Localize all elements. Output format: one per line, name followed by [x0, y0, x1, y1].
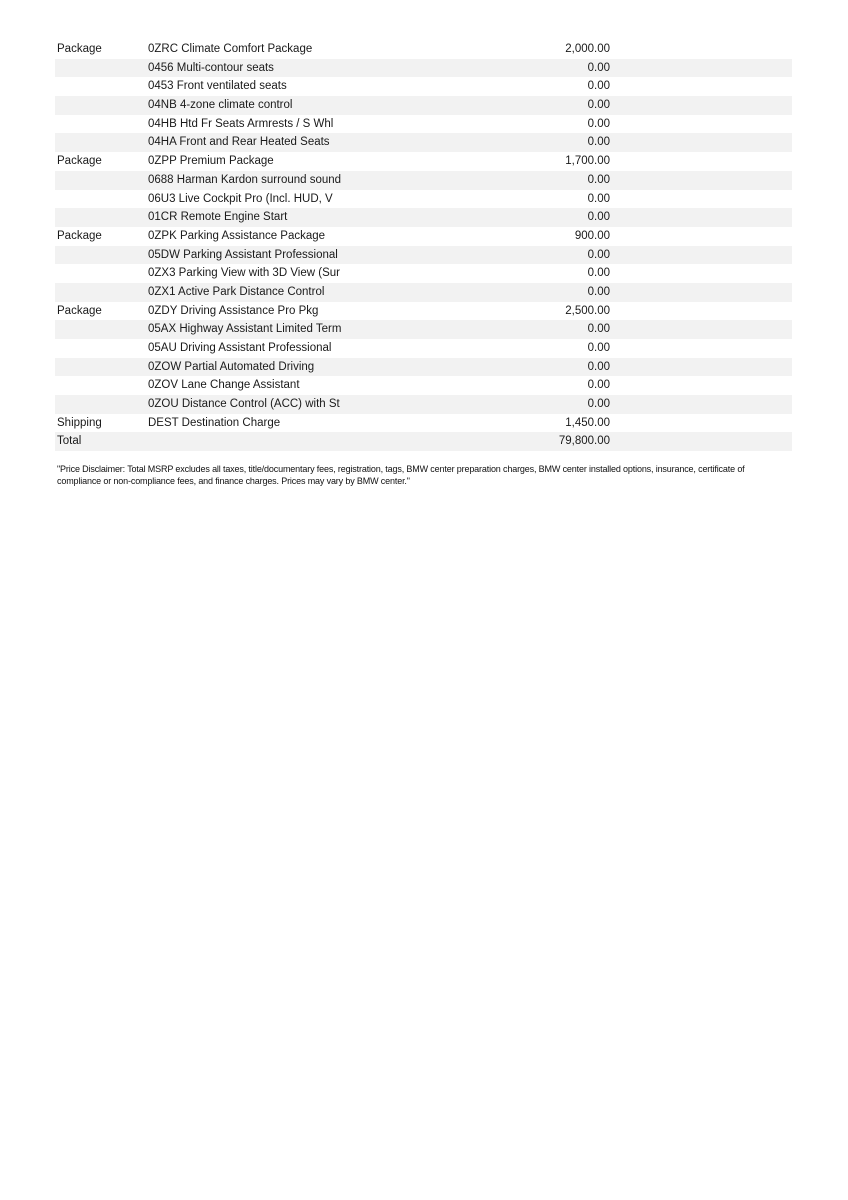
row-category: Total	[57, 435, 82, 448]
row-description: 01CR Remote Engine Start	[148, 211, 288, 224]
row-category: Shipping	[57, 416, 102, 429]
table-row	[55, 339, 792, 358]
table-row	[55, 171, 792, 190]
row-price: 79,800.00	[558, 435, 610, 448]
table-row	[55, 59, 792, 78]
price-disclaimer-text: "Price Disclaimer: Total MSRP excludes all taxes, title/documentary fees, registration, tags, BMW center preparation charges, BMW center installed options, insurance, certificate of compliance or non-compliance fees, and finance charges. Prices may vary by BMW center."	[57, 464, 745, 486]
row-price: 0.00	[587, 99, 610, 112]
row-price: 0.00	[587, 173, 610, 186]
row-price: 0.00	[587, 342, 610, 354]
row-price: 0.00	[587, 136, 610, 149]
row-price: 0.00	[587, 379, 610, 392]
table-row	[55, 133, 792, 152]
row-price: 2,500.00	[565, 304, 610, 317]
row-price: 1,450.00	[565, 416, 610, 429]
row-price: 0.00	[587, 285, 610, 298]
table-row	[55, 152, 792, 171]
table-row	[55, 432, 792, 451]
row-price: 900.00	[574, 229, 610, 242]
table-row	[55, 320, 792, 339]
row-price: 0.00	[587, 192, 610, 205]
row-category: Package	[57, 304, 102, 317]
row-description: 0ZOV Lane Change Assistant	[148, 379, 300, 392]
table-row	[55, 358, 792, 377]
row-description: 0ZX3 Parking View with 3D View (Sur	[148, 267, 340, 280]
row-category: Package	[57, 229, 102, 242]
row-description: 04HA Front and Rear Heated Seats	[148, 136, 330, 149]
table-row	[55, 115, 792, 134]
row-description: 0ZX1 Active Park Distance Control	[148, 285, 325, 298]
row-description: 05AU Driving Assistant Professional	[148, 342, 332, 354]
price-table	[55, 40, 792, 451]
row-description: 0ZOW Partial Automated Driving	[148, 360, 315, 373]
row-description: 0ZOU Distance Control (ACC) with St	[148, 398, 340, 411]
row-description: 0453 Front ventilated seats	[148, 80, 287, 93]
row-description: 0456 Multi-contour seats	[148, 61, 274, 74]
row-price: 0.00	[587, 360, 610, 373]
row-price: 0.00	[587, 117, 610, 130]
table-row	[55, 96, 792, 115]
row-price: 0.00	[587, 398, 610, 411]
row-description: 04HB Htd Fr Seats Armrests / S Whl	[148, 117, 334, 130]
row-description: 0688 Harman Kardon surround sound	[148, 173, 342, 186]
row-price: 1,700.00	[565, 155, 610, 168]
table-row	[55, 414, 792, 433]
row-price: 0.00	[587, 323, 610, 336]
table-row	[55, 208, 792, 227]
table-row	[55, 395, 792, 414]
row-description: 05AX Highway Assistant Limited Term	[148, 323, 342, 336]
row-price: 2,000.00	[565, 43, 610, 55]
table-row	[55, 246, 792, 265]
row-price: 0.00	[587, 211, 610, 224]
row-price: 0.00	[587, 80, 610, 93]
table-row	[55, 227, 792, 246]
table-row	[55, 283, 792, 302]
row-description: 0ZRC Climate Comfort Package	[148, 43, 313, 55]
row-price: 0.00	[587, 61, 610, 74]
row-description: 06U3 Live Cockpit Pro (Incl. HUD, V	[148, 192, 333, 205]
row-description: 04NB 4-zone climate control	[148, 99, 293, 112]
row-category: Package	[57, 43, 102, 55]
table-row	[55, 376, 792, 395]
row-description: 0ZPK Parking Assistance Package	[148, 229, 326, 242]
table-row	[55, 77, 792, 96]
row-price: 0.00	[587, 248, 610, 261]
row-description: 0ZDY Driving Assistance Pro Pkg	[148, 304, 319, 317]
row-price: 0.00	[587, 267, 610, 280]
table-row	[55, 40, 792, 59]
table-row	[55, 264, 792, 283]
table-row	[55, 190, 792, 209]
row-description: 0ZPP Premium Package	[148, 155, 274, 168]
row-category: Package	[57, 155, 102, 168]
row-description: DEST Destination Charge	[148, 416, 281, 429]
table-row	[55, 302, 792, 321]
row-description: 05DW Parking Assistant Professional	[148, 248, 338, 261]
